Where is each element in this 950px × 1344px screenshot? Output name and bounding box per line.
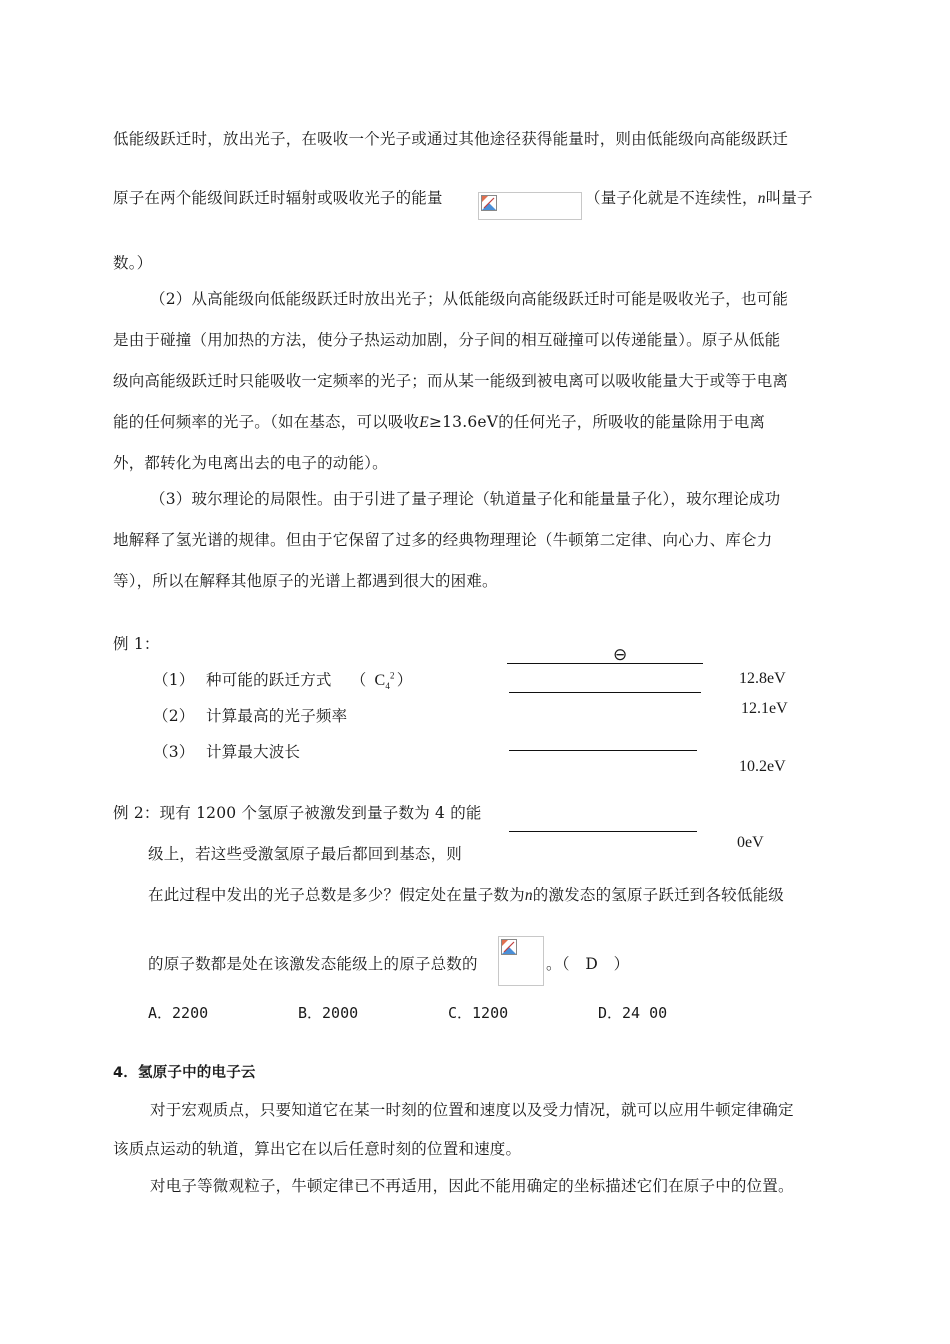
paragraph2-line5: 外，都转化为电离出去的电子的动能）。: [113, 454, 388, 472]
option-c: C．1200: [448, 1004, 509, 1022]
paragraph1-line3: 数。）: [113, 254, 153, 272]
combination-notation: [374, 670, 395, 692]
broken-image-icon: [501, 939, 517, 955]
example2-line4-a: 的原子数都是处在该激发态能级上的原子总数的: [148, 955, 478, 973]
formula-image-placeholder: [478, 192, 582, 220]
section4-heading: 4．氢原子中的电子云: [113, 1065, 256, 1081]
example1-q1-text: 种可能的跃迁方式: [206, 671, 332, 689]
example1-q2-num: （2）: [153, 707, 195, 725]
energy-level-line: [509, 831, 697, 832]
broken-image-icon: [481, 195, 497, 211]
example1-q1-hint-close: ）: [396, 671, 413, 689]
variable-e: E: [419, 414, 429, 431]
paragraph2-line1: （2）从高能级向低能级跃迁时放出光子；从低能级向高能级跃迁时可能是吸收光子，也可能: [150, 290, 789, 308]
paragraph1-line2-c: 叫量子: [765, 189, 813, 207]
paragraph2-line4: [113, 410, 765, 432]
example2-line1: 例 2：现有 1200 个氢原子被激发到量子数为 4 的能: [113, 804, 482, 822]
energy-level-line: [509, 750, 697, 751]
paragraph2-line3: 级向高能级跃迁时只能吸收一定频率的光子；而从某一能级到被电离可以吸收能量大于或等于电离: [113, 372, 789, 390]
example1-q1-hint-open: （: [350, 671, 367, 689]
example2-line3-b: 的激发态的氢原子跃迁到各较低能级: [532, 886, 784, 904]
paragraph2-line2: 是由于碰撞（用加热的方法，使分子热运动加剧，分子间的相互碰撞可以传递能量）。原子从低能: [113, 331, 781, 349]
example1-q3-num: （3）: [153, 743, 195, 761]
variable-n: n: [757, 190, 766, 207]
example2-line3: [148, 883, 784, 905]
electron-icon: ⊖: [613, 645, 628, 665]
example1-label: 例 1：: [113, 635, 160, 653]
section4-line3: 对电子等微观粒子，牛顿定律已不再适用，因此不能用确定的坐标描述它们在原子中的位置。: [150, 1177, 794, 1195]
option-a: A．2200: [148, 1004, 209, 1022]
formula-image-placeholder: [498, 936, 544, 986]
paragraph1-line2: [113, 186, 443, 208]
energy-label: 12.1eV: [741, 700, 788, 717]
paragraph3-line1: （3）玻尔理论的局限性。由于引进了量子理论（轨道量子化和能量量子化），玻尔理论成功: [150, 490, 781, 508]
combination-c: C: [374, 672, 386, 689]
example2-line3-a: 在此过程中发出的光子总数是多少？假定处在量子数为: [148, 886, 525, 904]
example1-q1-num: （1）: [153, 671, 195, 689]
example1-q1: [206, 668, 412, 691]
energy-level-line: [509, 692, 701, 693]
energy-level-line: [507, 663, 703, 664]
option-d: D．24 00: [598, 1004, 668, 1022]
combination-sub: 4: [385, 681, 391, 692]
example1-q2-text: 计算最高的光子频率: [206, 707, 348, 725]
paragraph1-line1: 低能级跃迁时，放出光子，在吸收一个光子或通过其他途径获得能量时，则由低能级向高能级跃迁: [113, 130, 789, 148]
example2-line2: 级上，若这些受激氢原子最后都回到基态，则: [148, 845, 463, 863]
section4-line2: 该质点运动的轨道，算出它在以后任意时刻的位置和速度。: [113, 1140, 522, 1158]
paragraph1-line2-a: 原子在两个能级间跃迁时辐射或吸收光子的能量: [113, 189, 443, 207]
energy-label: 12.8eV: [739, 670, 786, 687]
section4-line1: 对于宏观质点，只要知道它在某一时刻的位置和速度以及受力情况，就可以应用牛顿定律确定: [150, 1101, 794, 1119]
example1-q3-text: 计算最大波长: [206, 743, 301, 761]
paragraph2-line4-b: ≥13.6eV的任何光子，所吸收的能量除用于电离: [428, 413, 766, 431]
option-b: B．2000: [298, 1004, 359, 1022]
paragraph1-line2-tail: [585, 186, 813, 208]
combination-sup: 2: [390, 670, 395, 681]
energy-label: 0eV: [737, 834, 764, 851]
example2-line4-b: 。（ D ）: [546, 955, 630, 973]
paragraph1-line2-b: （量子化就是不连续性，: [585, 189, 758, 207]
paragraph3-line2: 地解释了氢光谱的规律。但由于它保留了过多的经典物理理论（牛顿第二定律、向心力、库仑力: [113, 531, 773, 549]
energy-label: 10.2eV: [739, 758, 786, 775]
variable-n: n: [524, 887, 533, 904]
paragraph2-line4-a: 能的任何频率的光子。（如在基态，可以吸收: [113, 413, 420, 431]
paragraph3-line3: 等），所以在解释其他原子的光谱上都遇到很大的困难。: [113, 572, 498, 590]
